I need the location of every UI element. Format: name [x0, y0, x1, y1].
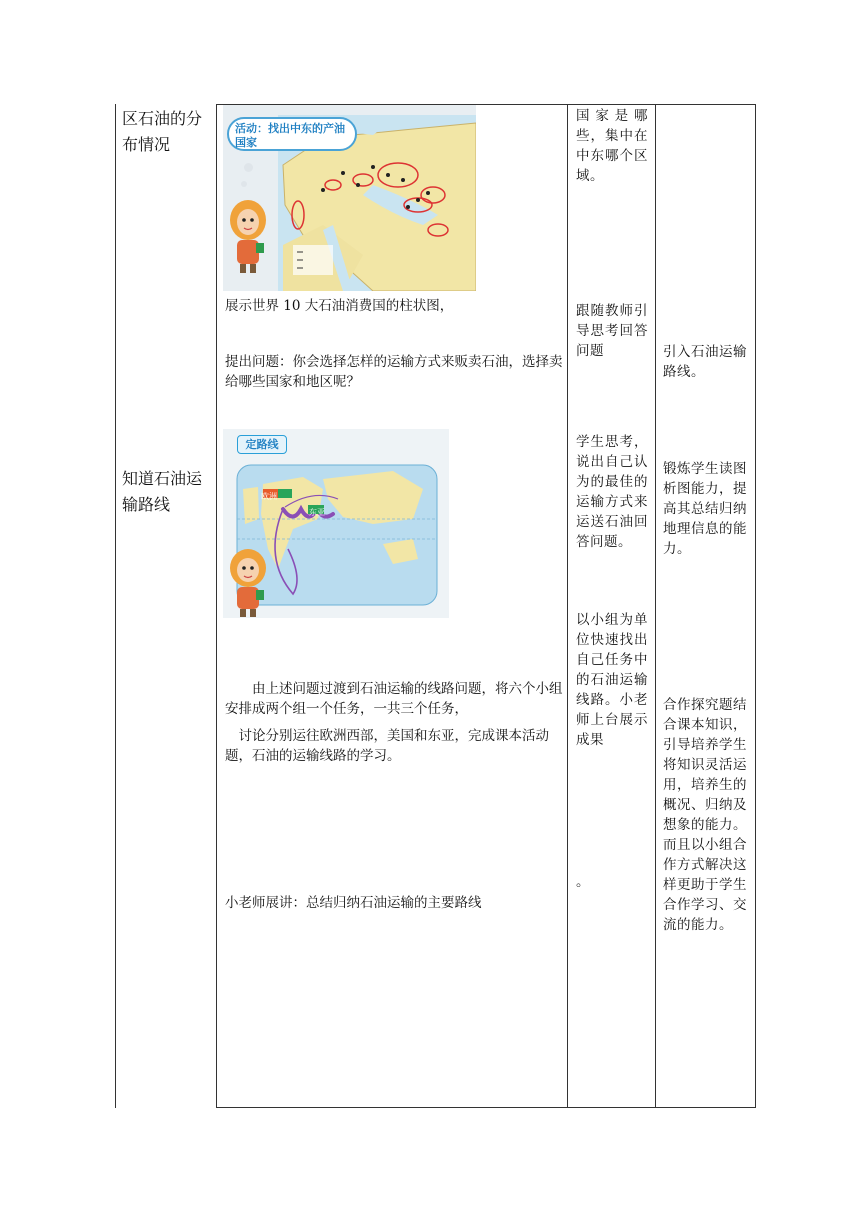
table-bottom-border [216, 1107, 756, 1108]
route-map-banner [237, 435, 287, 454]
map-activity-banner [227, 117, 357, 151]
cartoon-girl-illustration [226, 548, 270, 618]
caption-consumption-chart: 展示世界 10 大石油消费国的柱状图， [225, 298, 454, 314]
paragraph-discussion: 讨论分别运往欧洲西部，美国和东亚，完成课本活动题，石油的运输线路的学习。 [225, 728, 549, 764]
col-divider-1 [216, 104, 217, 1108]
student-text-region: 国家是哪些，集中在中东哪个区域。 [576, 108, 648, 184]
table-left-border [115, 104, 116, 1108]
section-title-distribution: 区石油的分布情况 [122, 109, 203, 154]
student-text-follow: 跟随教师引导思考回答问题 [576, 303, 648, 359]
paragraph-task-assignment: 由上述问题过渡到石油运输的线路问题，将六个小组安排成两个组一个任务，一共三个任务， [225, 681, 563, 717]
map-label-europe: 欧洲 [261, 492, 277, 501]
route-map-banner-text: 定路线 [245, 438, 279, 451]
thought-bubble-dot [241, 181, 247, 187]
intent-text-skill: 锻炼学生读图析图能力，提高其总结归纳地理信息的能力。 [663, 461, 747, 557]
student-text-think: 学生思考，说出自己认为的最佳的运输方式来运送石油回答问题。 [576, 434, 648, 550]
question-transport: 提出问题：你会选择怎样的运输方式来贩卖石油，选择卖给哪些国家和地区呢？ [225, 354, 563, 390]
col-divider-2 [567, 104, 568, 1108]
student-text-dot: 。 [576, 874, 590, 890]
summary-student-teacher: 小老师展讲：总结归纳石油运输的主要路线 [225, 895, 482, 911]
map-label-east-asia: 东亚 [309, 508, 325, 517]
map-activity-banner-text: 活动：找出中东的产油国家 [235, 122, 345, 149]
col-divider-3 [655, 104, 656, 1108]
table-right-border [755, 104, 756, 1108]
thought-bubble-dot [244, 163, 253, 172]
intent-text-cooperate: 合作探究题结合课本知识，引导培养学生将知识灵活运用，培养生的概况、归纳及想象的能力。而且以小组合作方式解决这样更助于学生合作学习、交流的能力。 [663, 697, 747, 933]
cartoon-girl-illustration [226, 198, 270, 274]
section-title-transport-route: 知道石油运输路线 [122, 469, 203, 514]
student-text-group: 以小组为单位快速找出自己任务中的石油运输线路。小老师上台展示成果 [576, 612, 648, 748]
intent-text-intro: 引入石油运输路线。 [663, 344, 747, 380]
